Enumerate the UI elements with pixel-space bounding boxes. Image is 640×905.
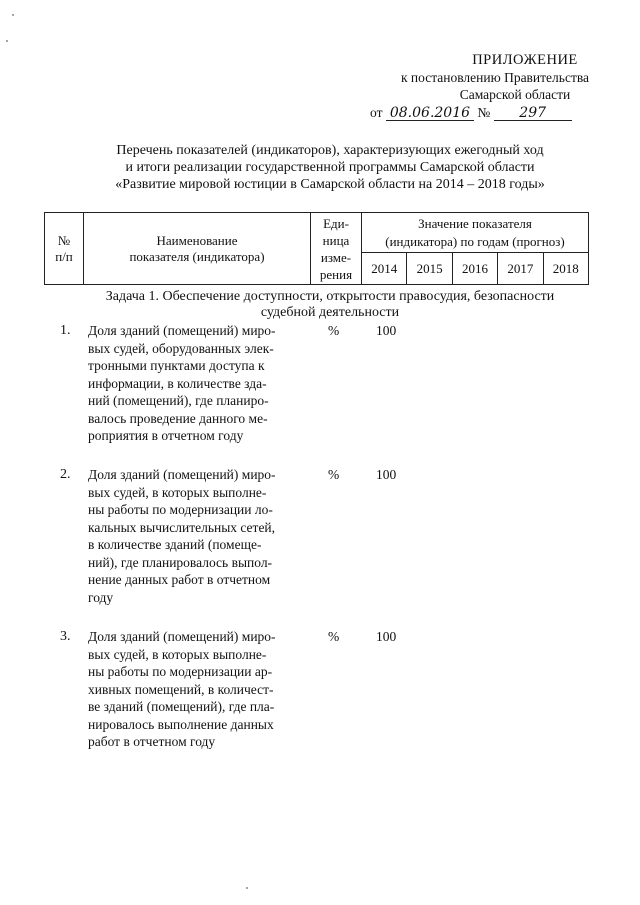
row-1-line: Доля зданий (помещений) миро-: [88, 323, 276, 338]
header-unit-line-2: ница: [322, 232, 350, 248]
appendix-resolution: к постановлению Правительства: [400, 70, 590, 85]
task-line-2: судебной деятельности: [260, 305, 400, 320]
header-name-line-2: показателя (индикатора): [129, 248, 265, 264]
header-name-line-1: Наименование: [156, 232, 238, 248]
row-3-line: вых судей, в которых выполне-: [88, 646, 267, 662]
row-3-value-2014: 100: [376, 629, 397, 644]
row-1-value-2014: 100: [376, 323, 397, 338]
scan-speck: [246, 887, 248, 889]
row-1-line: вых судей, оборудованных элек-: [88, 340, 274, 356]
header-year-2014: 2014: [362, 253, 407, 285]
date-prefix: от: [370, 105, 383, 120]
row-2-line: ний), где планировалось выпол-: [88, 554, 273, 570]
header-values-line-1: Значение показателя: [418, 215, 532, 231]
resolution-date: 08.06.2016: [386, 106, 474, 121]
header-unit-line-4: рения: [319, 266, 353, 282]
row-2-number: 2.: [60, 467, 71, 482]
appendix-region: Самарской области: [459, 87, 571, 102]
row-2-line: кальных вычислительных сетей,: [88, 519, 276, 535]
row-2-line: Доля зданий (помещений) миро-: [88, 467, 276, 482]
header-year-2016: 2016: [452, 253, 497, 285]
row-2-value-2014: 100: [376, 467, 397, 482]
document-title: [50, 142, 610, 193]
row-1-line: ний (помещений), где планиро-: [88, 393, 269, 408]
header-year-2018: 2018: [543, 253, 588, 285]
row-2-line: году: [88, 589, 114, 605]
row-3-indicator: [88, 628, 302, 751]
header-year-2017: 2017: [498, 253, 543, 285]
row-1-number: 1.: [60, 323, 71, 338]
header-unit: [311, 213, 362, 285]
row-3-line: хивных помещений, в количест-: [88, 681, 274, 697]
appendix-date-line: [370, 104, 610, 121]
row-2-line: вых судей, в которых выполне-: [88, 484, 267, 500]
row-1-unit: %: [328, 323, 340, 338]
header-values-title: [362, 213, 589, 253]
title-line-1: Перечень показателей (индикаторов), характеризующих ежегодный ход: [116, 143, 544, 158]
row-3-line: ве зданий (помещений), где пла-: [88, 699, 275, 714]
row-1-indicator: [88, 322, 302, 445]
header-values-line-2: (индикатора) по годам (прогноз): [385, 233, 565, 249]
header-num-line-1: №: [57, 232, 71, 248]
row-1-line: тронными пунктами доступа к: [88, 358, 265, 373]
scan-speck: [6, 40, 8, 42]
row-3-line: работ в отчетном году: [88, 734, 216, 749]
row-3-line: нировалось выполнение данных: [88, 716, 274, 732]
title-line-3: «Развитие мировой юстиции в Самарской области на 2014 – 2018 годы»: [115, 177, 545, 192]
row-3-line: ны работы по модернизации ар-: [88, 664, 273, 679]
row-3-line: Доля зданий (помещений) миро-: [88, 629, 276, 644]
row-3-number: 3.: [60, 629, 71, 644]
header-num-line-2: п/п: [55, 248, 73, 264]
row-2-line: нение данных работ в отчетном: [88, 572, 271, 587]
appendix-block: [370, 52, 610, 121]
row-2-indicator: [88, 466, 302, 606]
appendix-title: ПРИЛОЖЕНИЕ: [472, 52, 578, 68]
task-line-1: Задача 1. Обеспечение доступности, открытости правосудия, безопасности: [105, 289, 555, 304]
title-line-2: и итоги реализации государственной программы Самарской области: [125, 160, 535, 175]
header-year-2015: 2015: [407, 253, 452, 285]
number-prefix: №: [477, 105, 491, 120]
scan-speck: [12, 14, 14, 16]
row-2-line: в количестве зданий (помеще-: [88, 537, 262, 552]
task-heading: [50, 289, 610, 321]
header-unit-line-3: изме-: [320, 249, 352, 265]
row-3-unit: %: [328, 629, 340, 644]
row-1-line: информации, в количестве зда-: [88, 375, 267, 391]
header-unit-line-1: Еди-: [323, 215, 349, 231]
header-num: [45, 213, 84, 285]
resolution-number: 297: [494, 106, 572, 121]
row-2-line: ны работы по модернизации ло-: [88, 502, 273, 517]
row-1-line: валось проведение данного ме-: [88, 410, 268, 426]
indicators-table-header: [44, 212, 589, 285]
header-indicator-name: [84, 213, 311, 285]
row-1-line: роприятия в отчетном году: [88, 428, 244, 443]
row-2-unit: %: [328, 467, 340, 482]
